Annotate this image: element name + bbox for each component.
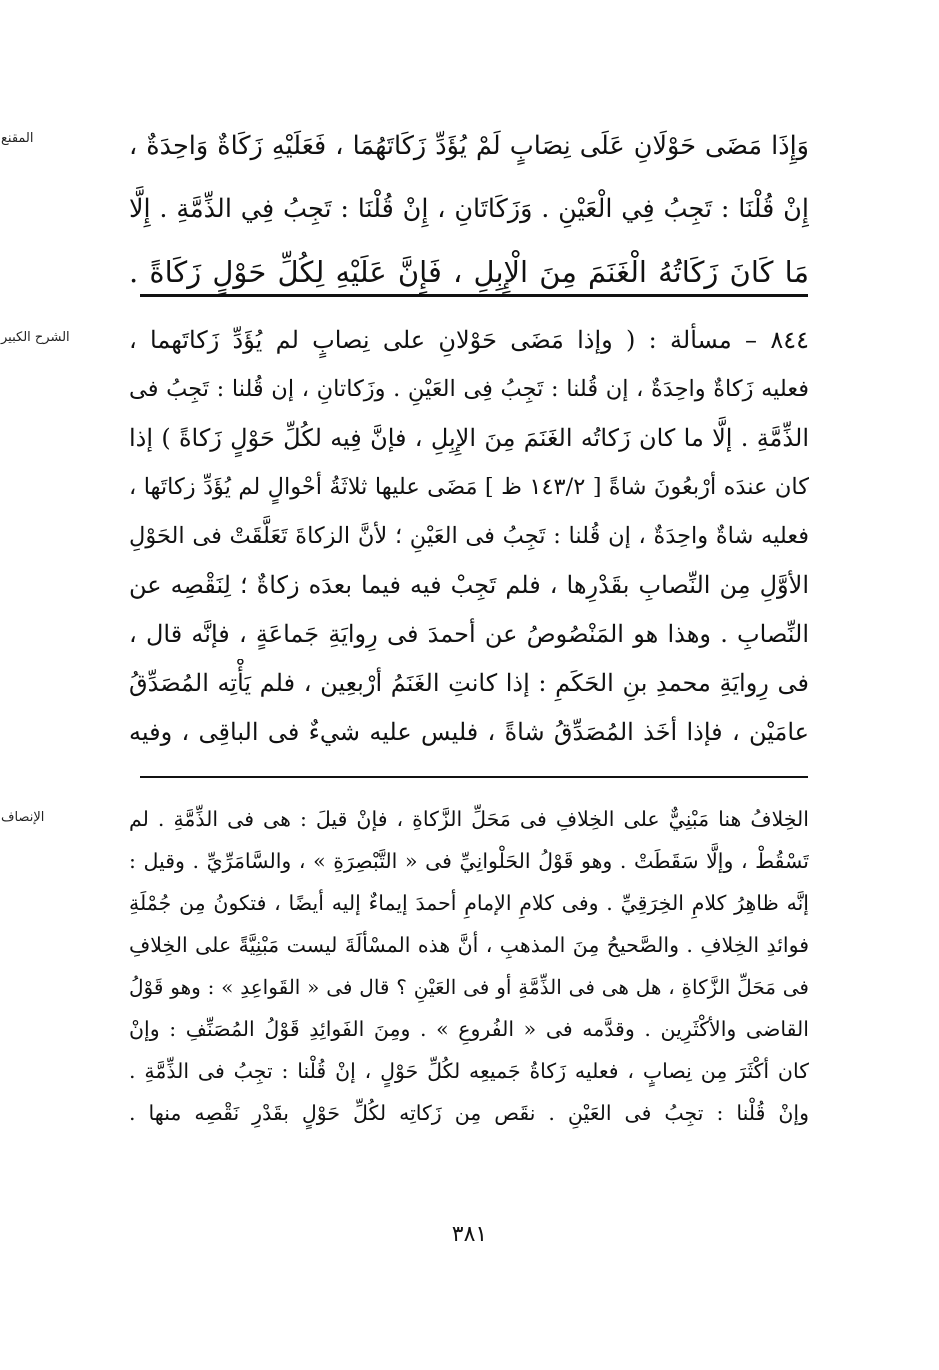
insaf-label xyxy=(1,810,111,825)
sharh-line: عامَيْن ، فإذا أخَذ المُصَدِّقُ شاةً ، فليس عليه شيءٌ فى الباقِى ، وفيه xyxy=(129,718,809,746)
sharh-line: الذِّمَّةِ . إلَّا ما كان زَكاتُه الغَنَمَ مِنَ الإِبِلِ ، فإنَّ فِيه لكُلِّ حَوْلٍ زَكاةً ) إذا xyxy=(129,424,809,452)
sharh-line: كان عندَه أرْبعُونَ شاةً [ ١٤٣/٢ ظ ] مَضَى عليها ثلاثَةُ أحْوالٍ لم يُؤَدِّ زكاتَها ، xyxy=(129,474,809,500)
insaf-label-text: الإنصاف xyxy=(1,810,45,825)
sharh-line: النِّصابِ . وهذا هو المَنْصُوصُ عن أحمدَ فى رِوايَةِ جَماعَةٍ ، فإنَّه قال ، xyxy=(129,620,809,648)
section-divider-thin xyxy=(140,776,808,778)
page-number: ٣٨١ xyxy=(451,1222,488,1247)
insaf-line: وإنْ قُلْنا : تجِبُ فى العَيْنِ . نقَص مِن زَكاتِه لكُلِّ حَوْلٍ بقَدْرِ نَقْصِه منها . xyxy=(129,1101,809,1125)
insaf-text xyxy=(129,798,809,1134)
insaf-line: فوائدِ الخِلافِ . والصَّحيحُ مِنَ المذهبِ ، أنَّ هذه المسْألَةَ ليست مَبْنِيَّةً على الخِلافِ xyxy=(129,933,809,957)
sharh-line: فعليه زَكاةٌ واحِدَةٌ ، إن قُلنا : تَجِبُ فِى العَيْنِ . وزَكاتانِ ، إن قُلنا : تَجِبُ فى xyxy=(129,376,809,402)
muqni-label xyxy=(1,131,111,146)
section-divider-thick xyxy=(140,294,808,297)
muqni-label-text: المقنع xyxy=(1,131,34,146)
muqni-line: مَا كَانَ زَكَاتُهُ الْغَنَمَ مِنَ الْإِبِلِ ، فَإِنَّ عَلَيْهِ لِكُلِّ حَوْلٍ زَكَاةً . xyxy=(129,255,809,289)
insaf-line: الخِلافُ هنا مَبْنِيٌّ على الخِلافِ فى مَحَلِّ الزَّكاةِ ، فإنْ قيلَ : هى فى الذِّمَّةِ . لم xyxy=(129,807,809,831)
insaf-line: تَسْقُطْ ، وإلَّا سَقَطَتْ . وهو قَوْلُ الحَلْوانِيِّ فى « التَّبْصِرَةِ » ، والسَّامَرِّيِّ . وقيل : xyxy=(129,849,809,873)
sharh-line: فى رِوايَةِ محمدِ بنِ الحَكَمِ : إذا كانتِ الغَنَمُ أرْبعِين ، فلم يَأْتِه المُصَدِّقُ xyxy=(129,669,809,697)
sharh-line: فعليه شاةٌ واحِدَةٌ ، إن قُلنا : تَجِبُ فى العَيْنِ ؛ لأنَّ الزكاةَ تَعَلَّقَتْ فى الحَوْلِ xyxy=(129,523,809,549)
sharh-line: ٨٤٤ – مسألة : ( وإذا مَضَى حَوْلانِ على نِصابٍ لم يُؤَدِّ زَكاتَهما ، xyxy=(129,326,809,354)
insaf-line: كان أكْثَرَ مِن نِصابٍ ، فعليه زَكاةُ جَميعِه لكُلِّ حَوْلٍ ، إنْ قُلْنا : تجِبُ فى الذِّمَّةِ . xyxy=(129,1059,809,1083)
muqni-line: إِنْ قُلْنَا : تَجِبُ فِي الْعَيْنِ . وَزَكَاتَانِ ، إِنْ قُلْنَا : تَجِبُ فِي الذِّمَّةِ . إِلَّا xyxy=(129,194,809,224)
sharh-label xyxy=(1,330,111,345)
sharh-label-text: الشرح الكبير xyxy=(1,330,70,345)
insaf-line: القاضى والأكْثَرِين . وقدَّمه فى « الفُروعِ » . ومِنَ الفَوائِدِ قَوْلُ المُصَنِّفِ : وإنْ xyxy=(129,1017,809,1041)
insaf-line: إنَّه ظاهِرُ كلامِ الخِرَقِيِّ . وفى كلامِ الإمامِ أحمدَ إيماءٌ إليه أيضًا ، فتكونُ مِن جُمْلَةِ xyxy=(129,891,809,915)
sharh-line: الأوَّلِ مِن النِّصابِ بقَدْرِها ، فلم تَجِبْ فيه فيما بعدَه زكاةٌ ؛ لِنَقْصِه عن xyxy=(129,571,809,599)
muqni-text xyxy=(129,115,809,304)
sharh-text xyxy=(129,316,809,757)
insaf-line: فى مَحَلِّ الزَّكاةِ ، هل هى فى الذِّمَّةِ أو فى العَيْنِ ؟ قال فى « القَواعِدِ » : وهو قَوْلُ xyxy=(129,975,809,999)
muqni-line: وَإِذَا مَضَى حَوْلَانِ عَلَى نِصَابٍ لَمْ يُؤَدِّ زَكَاتَهُمَا ، فَعَلَيْهِ زَكَاةٌ وَاحِدَةٌ ، xyxy=(129,131,809,161)
